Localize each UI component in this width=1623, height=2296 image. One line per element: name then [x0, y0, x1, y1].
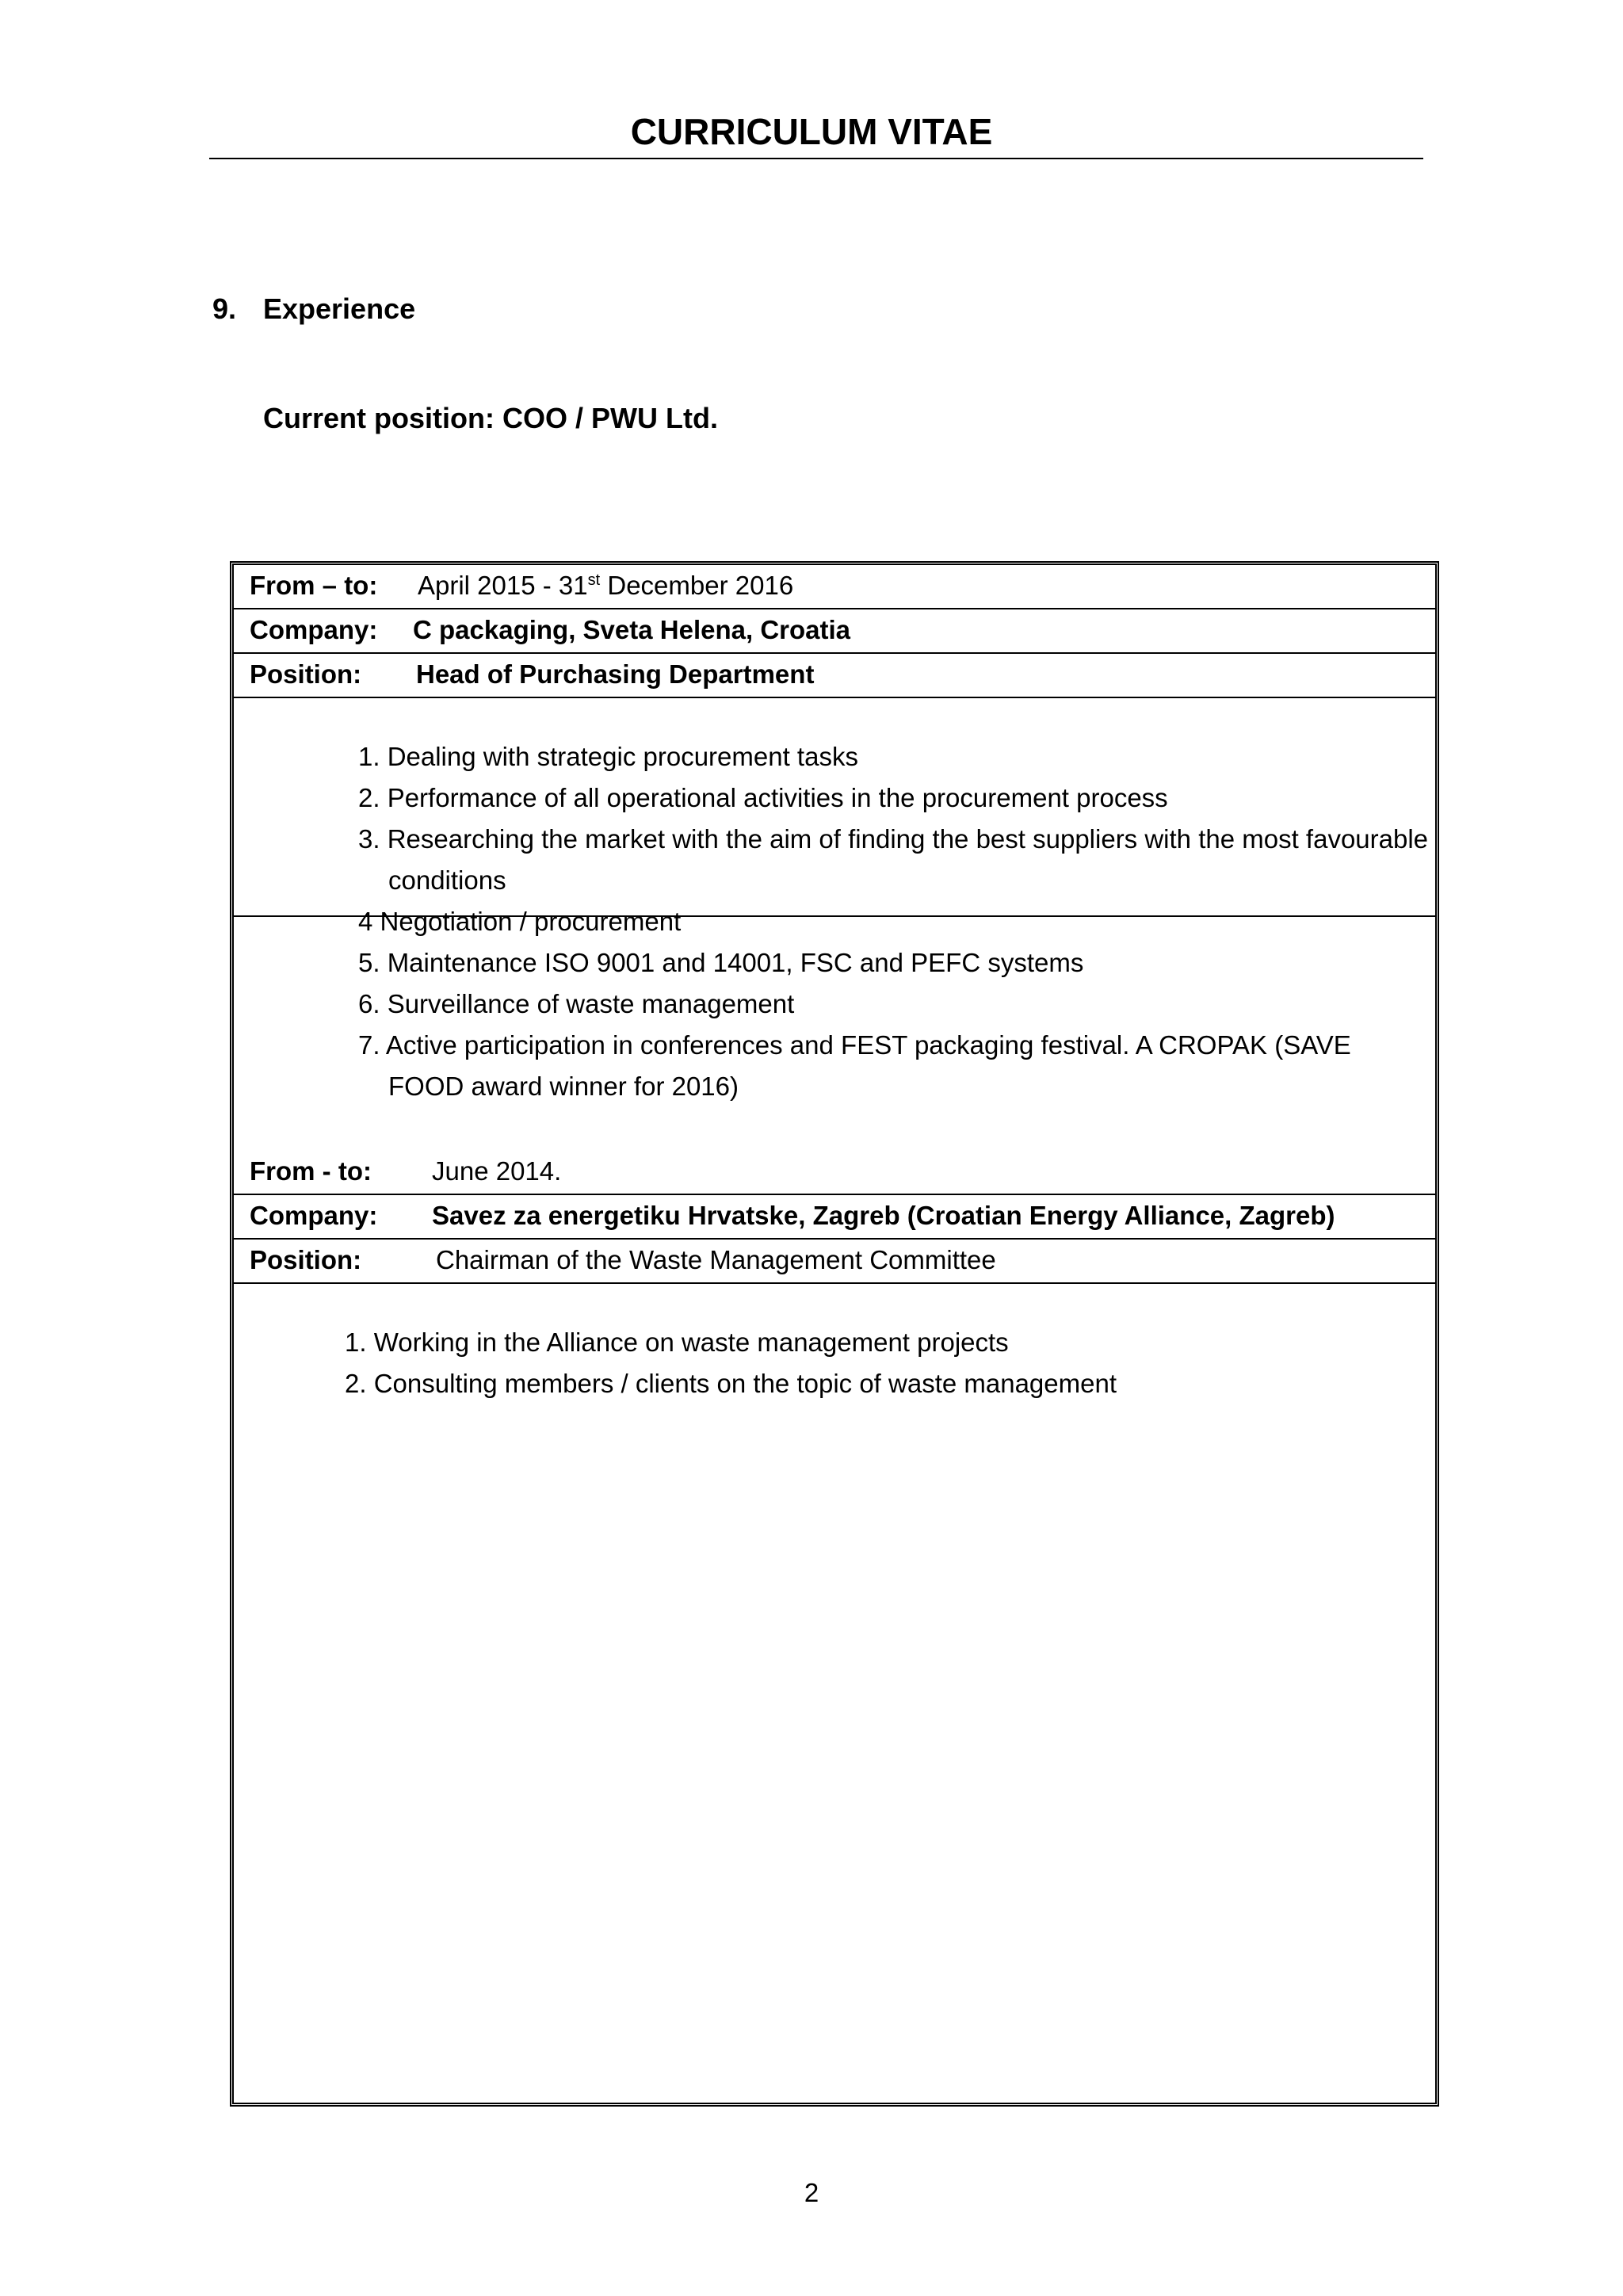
entry-2-from-to-value: June 2014.	[432, 1156, 562, 1186]
entry-1-duty-7: 7. Active participation in conferences and FEST packaging festival. A CROPAK (SAVE	[358, 1030, 1351, 1060]
header-rule	[209, 158, 1423, 159]
entry-1-duty-6: 6. Surveillance of waste management	[358, 989, 795, 1018]
section-heading	[212, 288, 415, 330]
entry-2-position-row	[234, 1240, 1435, 1284]
entry-1-duty-4: 4 Negotiation / procurement	[358, 907, 682, 936]
entry-1-position-label: Position:	[250, 659, 362, 689]
page-number: 2	[804, 2178, 819, 2207]
entry-1-from-to-value-post: December 2016	[600, 571, 794, 600]
entry-1-duty-3: 3. Researching the market with the aim of finding the best suppliers with the most favourable	[358, 824, 1429, 854]
entry-2-duty-2: 2. Consulting members / clients on the topic of waste management	[345, 1369, 1117, 1398]
entry-1-duty-7-cont: FOOD award winner for 2016)	[388, 1072, 739, 1101]
entry-1-duty-5: 5. Maintenance ISO 9001 and 14001, FSC and PEFC systems	[358, 948, 1084, 977]
entry-2-from-to-row	[234, 1151, 1435, 1195]
entry-1-duty-1: 1. Dealing with strategic procurement tasks	[358, 742, 858, 771]
entry-1-company-value: C packaging, Sveta Helena, Croatia	[413, 615, 851, 644]
section-number: 9.	[212, 292, 237, 325]
page-header-title: CURRICULUM VITAE	[630, 111, 993, 152]
entry-1-company-row	[234, 609, 1435, 654]
entry-2-company-row	[234, 1195, 1435, 1240]
entry-1-duty-2: 2. Performance of all operational activities in the procurement process	[358, 783, 1168, 812]
entry-1-from-to-row	[234, 565, 1435, 609]
experience-table	[230, 561, 1439, 2107]
entry-1-duties	[234, 698, 1435, 1101]
entry-2-duty-1: 1. Working in the Alliance on waste management projects	[345, 1328, 1009, 1357]
current-position: Current position: COO / PWU Ltd.	[263, 402, 718, 434]
entry-1-duty-3-cont: conditions	[388, 865, 506, 895]
entry-2-position-label: Position:	[250, 1245, 362, 1274]
entry-1-company-label: Company:	[250, 615, 378, 644]
entry-1-position-value: Head of Purchasing Department	[416, 659, 815, 689]
entry-1-position-row	[234, 654, 1435, 698]
entry-2-company-value: Savez za energetiku Hrvatske, Zagreb (Croatian Energy Alliance, Zagreb)	[432, 1201, 1335, 1230]
entry-2-company-label: Company:	[250, 1201, 378, 1230]
entry-1-from-to-value	[418, 565, 793, 606]
entry-2-position-value: Chairman of the Waste Management Committee	[436, 1245, 996, 1274]
entry-1-from-to-label: From – to:	[250, 571, 378, 600]
entry-1-from-to-value-pre: April 2015 - 31	[418, 571, 588, 600]
entry-1-from-to-value-sup: st	[587, 571, 601, 589]
entry-2-from-to-label: From - to:	[250, 1156, 372, 1186]
section-title: Experience	[263, 292, 416, 325]
